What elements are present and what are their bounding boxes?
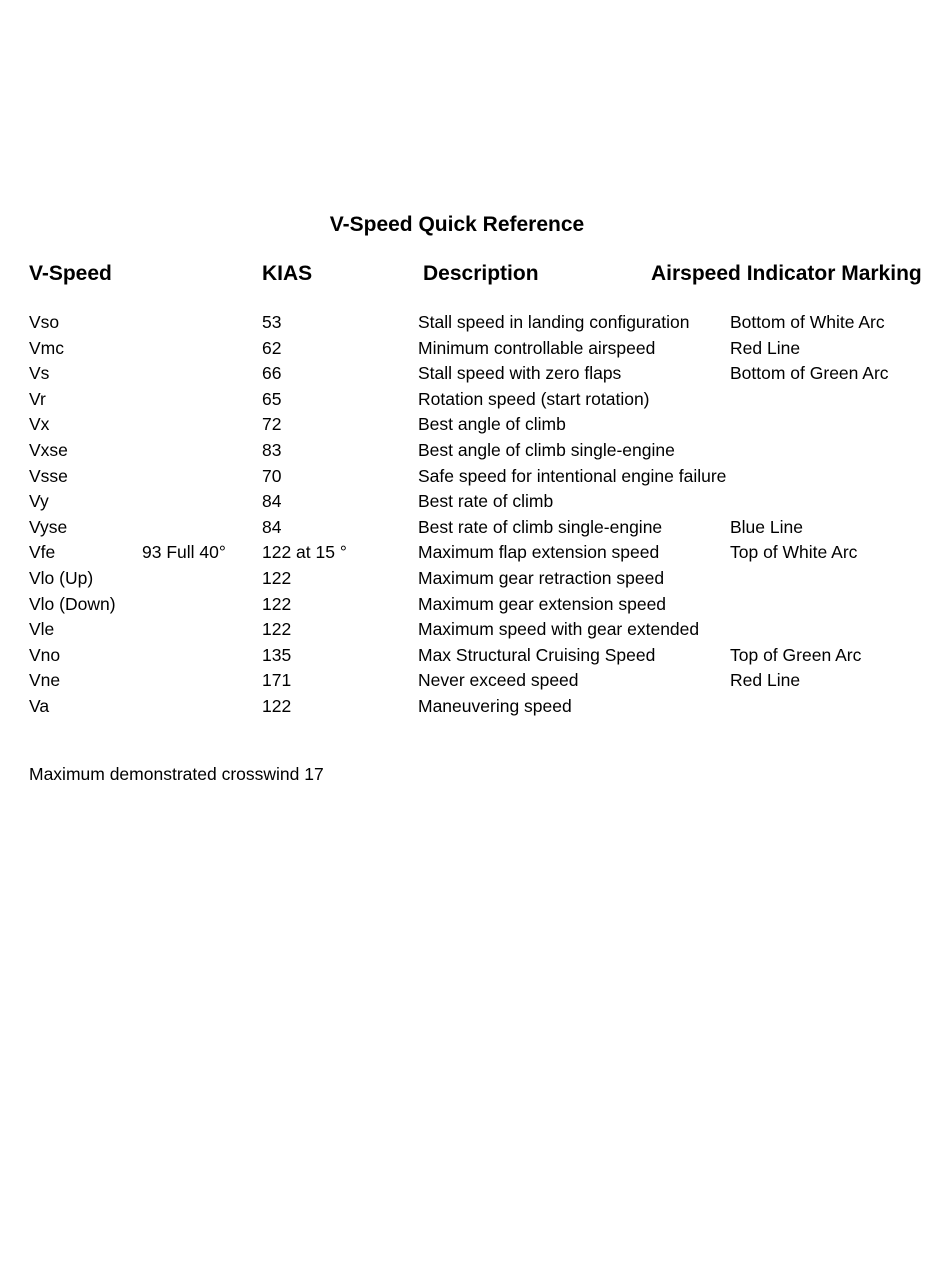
- header-marking: Airspeed Indicator Marking: [651, 262, 922, 285]
- kias-cell: 122 at 15 °: [262, 542, 347, 563]
- marking-cell: Top of White Arc: [730, 542, 858, 563]
- table-row: [0, 489, 950, 515]
- description-cell: Stall speed in landing configuration: [418, 312, 690, 332]
- extra-cell: 93 Full 40°: [142, 542, 226, 563]
- marking-cell: Blue Line: [730, 516, 803, 537]
- vspeed-cell: Vmc: [29, 337, 64, 358]
- kias-cell: 84: [262, 491, 282, 512]
- description-cell: Safe speed for intentional engine failure: [418, 465, 727, 486]
- table-row: [0, 387, 950, 413]
- marking-cell: Bottom of Green Arc: [730, 363, 889, 384]
- description-cell: Best angle of climb single-engine: [418, 439, 675, 460]
- table-row: [0, 361, 950, 387]
- table-row: [0, 310, 950, 336]
- description-cell: Maximum gear retraction speed: [418, 567, 665, 588]
- header-kias: KIAS: [262, 262, 313, 285]
- kias-cell: 53: [262, 312, 282, 332]
- header-vspeed: V-Speed: [29, 262, 112, 285]
- description-cell: Rotation speed (start rotation): [418, 388, 650, 409]
- kias-cell: 171: [262, 670, 292, 691]
- table-row: [0, 540, 950, 566]
- marking-cell: Red Line: [730, 670, 801, 691]
- page-title: V-Speed Quick Reference: [329, 213, 585, 236]
- description-cell: Maneuvering speed: [418, 695, 572, 716]
- table-row: [0, 694, 950, 720]
- table-row: [0, 438, 950, 464]
- table-row: [0, 515, 950, 541]
- kias-cell: 62: [262, 337, 282, 358]
- table-row: [0, 592, 950, 618]
- table-row: [0, 464, 950, 490]
- vspeed-cell: Vs: [29, 363, 50, 384]
- vspeed-cell: Vfe: [29, 542, 56, 563]
- vspeed-cell: Vle: [29, 619, 55, 640]
- kias-cell: 66: [262, 363, 282, 384]
- table-row: [0, 668, 950, 694]
- vspeed-cell: Vsse: [29, 465, 68, 486]
- kias-cell: 70: [262, 465, 282, 486]
- description-cell: Best rate of climb single-engine: [418, 516, 663, 537]
- table-row: [0, 617, 950, 643]
- description-cell: Best angle of climb: [418, 414, 566, 435]
- vspeed-cell: Vno: [29, 644, 61, 665]
- vspeed-cell: Vlo (Down): [29, 593, 116, 614]
- marking-cell: Red Line: [730, 337, 801, 358]
- kias-cell: 122: [262, 567, 292, 588]
- description-cell: Minimum controllable airspeed: [418, 337, 656, 358]
- vspeed-cell: Va: [29, 695, 50, 716]
- kias-cell: 65: [262, 388, 282, 409]
- kias-cell: 122: [262, 619, 292, 640]
- description-cell: Best rate of climb: [418, 491, 554, 512]
- description-cell: Maximum flap extension speed: [418, 542, 660, 563]
- kias-cell: 84: [262, 516, 282, 537]
- kias-cell: 83: [262, 439, 282, 460]
- marking-cell: Top of Green Arc: [730, 644, 862, 665]
- vspeed-cell: Vso: [29, 312, 60, 332]
- description-cell: Never exceed speed: [418, 670, 579, 691]
- vspeed-cell: Vne: [29, 670, 61, 691]
- vspeed-cell: Vx: [29, 414, 50, 435]
- table-row: [0, 336, 950, 362]
- vspeed-cell: Vyse: [29, 516, 68, 537]
- description-cell: Stall speed with zero flaps: [418, 363, 622, 384]
- header-description: Description: [423, 262, 539, 285]
- table-row: [0, 412, 950, 438]
- vspeed-cell: Vy: [29, 491, 49, 512]
- vspeed-cell: Vxse: [29, 439, 68, 460]
- kias-cell: 135: [262, 644, 292, 665]
- marking-cell: Bottom of White Arc: [730, 312, 885, 332]
- description-cell: Max Structural Cruising Speed: [418, 644, 656, 665]
- description-cell: Maximum speed with gear extended: [418, 619, 700, 640]
- crosswind-note: Maximum demonstrated crosswind 17: [29, 764, 324, 784]
- table-row: [0, 643, 950, 669]
- table-row: [0, 566, 950, 592]
- description-cell: Maximum gear extension speed: [418, 593, 667, 614]
- vspeed-cell: Vr: [29, 388, 46, 409]
- vspeed-table: [0, 310, 950, 720]
- kias-cell: 72: [262, 414, 282, 435]
- kias-cell: 122: [262, 593, 292, 614]
- vspeed-cell: Vlo (Up): [29, 567, 94, 588]
- kias-cell: 122: [262, 695, 292, 716]
